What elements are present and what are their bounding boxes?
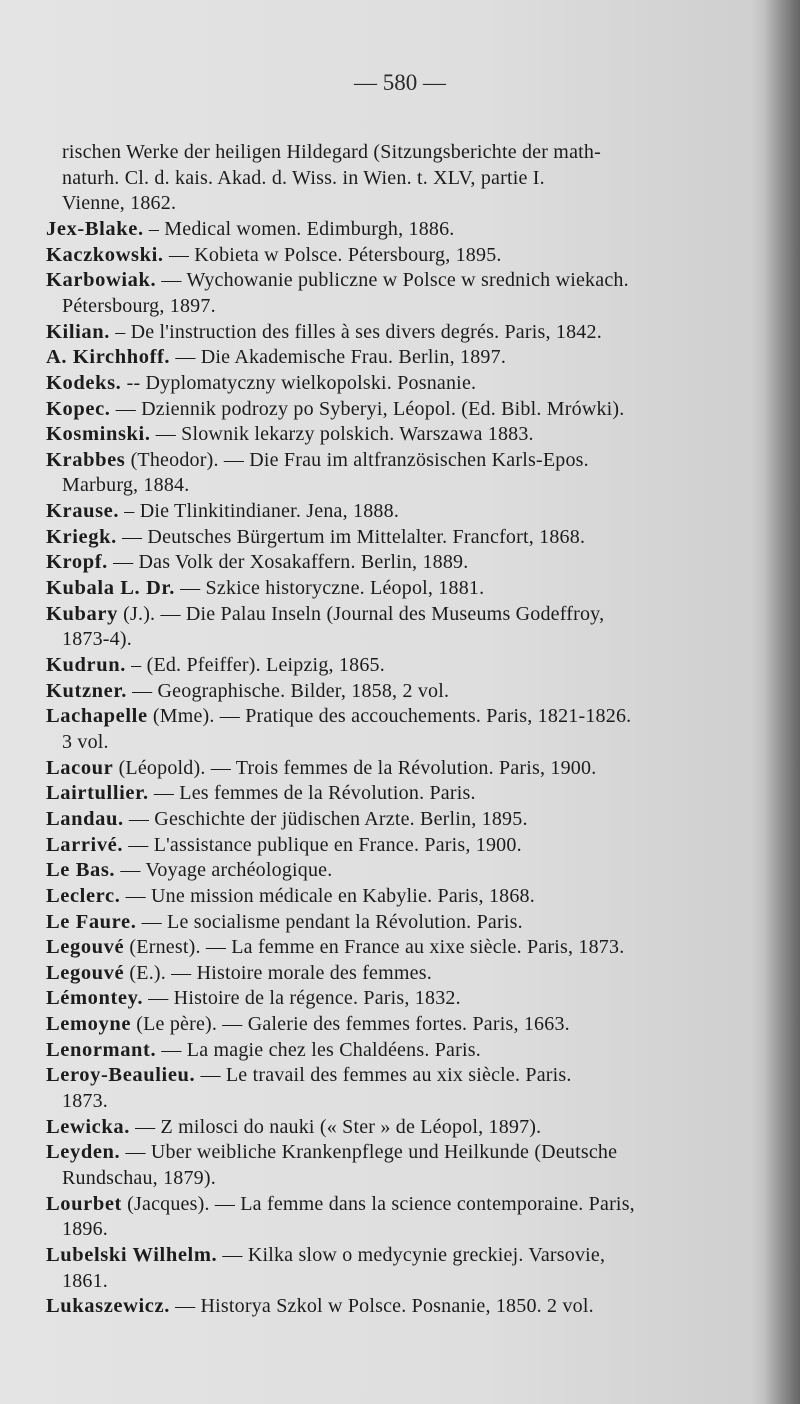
- bibliography-entry: [46, 756, 596, 780]
- bibliography-entry: [46, 1063, 572, 1087]
- bibliography-entry: [46, 576, 484, 600]
- bibliography-entry: [46, 1012, 570, 1036]
- entry-text: 1873-4).: [62, 628, 132, 651]
- entry-text: — Kilka slow o medycynie greckiej. Varsovie,: [217, 1243, 606, 1266]
- entry-author: Kodeks.: [46, 371, 122, 394]
- entry-author: Lewicka.: [46, 1115, 130, 1138]
- entry-author: Le Bas.: [46, 859, 116, 882]
- entry-text: — Das Volk der Xosakaffern. Berlin, 1889.: [107, 551, 469, 574]
- bibliography-entry: [46, 910, 523, 934]
- entry-text: (Theodor). — Die Frau im altfranzösischen Karls-Epos.: [125, 448, 589, 471]
- entry-text: — Wychowanie publiczne w Polsce w srednich wiekach.: [156, 269, 629, 292]
- entry-text: 1861.: [62, 1269, 108, 1292]
- entry-author: Kriegk.: [46, 525, 117, 548]
- entry-text: — Uber weibliche Krankenpflege und Heilkunde (Deutsche: [120, 1141, 618, 1164]
- bibliography-line: [46, 627, 132, 651]
- entry-author: Lacour: [46, 756, 114, 779]
- bibliography-entry: [46, 397, 624, 421]
- bibliography-entry: [46, 858, 332, 882]
- bibliography-entry: [46, 653, 385, 677]
- entry-author: Lachapelle: [46, 705, 148, 728]
- bibliography-entry: [46, 704, 631, 728]
- entry-text: — Les femmes de la Révolution. Paris.: [148, 782, 476, 805]
- entry-author: Karbowiak.: [46, 269, 157, 292]
- entry-author: Krause.: [46, 500, 120, 523]
- entry-author: Krabbes: [46, 448, 126, 471]
- bibliography-entry: [46, 371, 476, 395]
- entry-author: Le Faure.: [46, 910, 137, 933]
- entry-text: Rundschau, 1879).: [62, 1167, 216, 1189]
- entry-text: -- Dyplomatyczny wielkopolski. Posnanie.: [121, 371, 477, 394]
- entry-text: (Le père). — Galerie des femmes fortes. Paris, 1663.: [131, 1013, 570, 1036]
- entry-text: (Mme). — Pratique des accouchements. Paris, 1821-1826.: [147, 705, 632, 728]
- entry-author: Kubary: [46, 602, 118, 625]
- entry-text: — Le travail des femmes au xix siècle. Paris.: [195, 1064, 572, 1087]
- entry-text: — Deutsches Bürgertum im Mittelalter. Francfort, 1868.: [116, 525, 586, 548]
- bibliography-line: [62, 191, 176, 215]
- entry-text: — Geschichte der jüdischen Arzte. Berlin, 1895.: [123, 807, 528, 830]
- bibliography-entry: [46, 525, 585, 549]
- entry-author: Kopec.: [46, 397, 111, 420]
- entry-text: rischen Werke der heiligen Hildegard (Sitzungsberichte der math-: [62, 141, 601, 163]
- entry-text: – De l'instruction des filles à ses divers degrés. Paris, 1842.: [110, 320, 602, 343]
- entry-author: Kosminski.: [46, 423, 151, 446]
- entry-author: Lukaszewicz.: [46, 1295, 170, 1318]
- page-edge-shadow: [764, 0, 800, 1404]
- entry-text: 1896.: [62, 1218, 108, 1241]
- entry-text: 3 vol.: [62, 730, 109, 753]
- bibliography-entry: [46, 884, 535, 908]
- bibliography-entry: [46, 243, 502, 267]
- entry-text: Vienne, 1862.: [62, 192, 177, 215]
- bibliography-entry: [46, 935, 624, 959]
- bibliography-line: [46, 294, 216, 318]
- entry-text: Pétersbourg, 1897.: [62, 294, 216, 317]
- bibliography-entry: [46, 320, 602, 344]
- entry-text: – Die Tlinkitindianer. Jena, 1888.: [119, 500, 400, 523]
- bibliography-entry: [46, 1115, 541, 1139]
- bibliography-line: [46, 730, 109, 754]
- bibliography-entry: [46, 499, 399, 523]
- bibliography-entry: [46, 550, 468, 574]
- entry-text: (J.). — Die Palau Inseln (Journal des Museums Godeffroy,: [117, 602, 605, 625]
- entry-author: Lubelski Wilhelm.: [46, 1243, 218, 1266]
- entry-text: — Geographische. Bilder, 1858, 2 vol.: [126, 679, 450, 702]
- entry-text: 1873.: [62, 1090, 108, 1113]
- entry-author: Legouvé: [46, 936, 125, 959]
- entry-text: — Szkice historyczne. Léopol, 1881.: [174, 577, 485, 600]
- entry-author: Kilian.: [46, 320, 111, 343]
- entry-text: — Z milosci do nauki (« Ster » de Léopol, 1897).: [129, 1115, 542, 1138]
- entry-text: — Dziennik podrozy po Syberyi, Léopol. (Ed. Bibl. Mrówki).: [110, 397, 625, 420]
- entry-text: (Léopold). — Trois femmes de la Révolution. Paris, 1900.: [113, 756, 597, 779]
- entry-text: — Historya Szkol w Polsce. Posnanie, 1850. 2 vol.: [169, 1295, 594, 1318]
- entry-text: — Voyage archéologique.: [115, 859, 333, 882]
- bibliography-entry: [46, 807, 528, 831]
- bibliography-entry: [46, 422, 534, 446]
- entry-author: Leroy-Beaulieu.: [46, 1064, 196, 1087]
- bibliography-line: [62, 140, 601, 164]
- bibliography-entry: [46, 986, 461, 1010]
- entry-author: Kudrun.: [46, 654, 126, 676]
- entry-author: A. Kirchhoff.: [46, 346, 171, 369]
- entry-text: — Die Akademische Frau. Berlin, 1897.: [170, 346, 507, 369]
- bibliography-line: [46, 1217, 108, 1241]
- bibliography-line: [46, 473, 189, 497]
- bibliography-entry: [46, 268, 629, 292]
- bibliography-entry: [46, 1243, 605, 1267]
- entry-author: Landau.: [46, 807, 124, 830]
- entry-author: Leclerc.: [46, 884, 121, 907]
- bibliography-line: [46, 1166, 216, 1190]
- entry-author: Larrivé.: [46, 833, 124, 856]
- entry-author: Kubala L. Dr.: [46, 577, 175, 600]
- bibliography-line: [62, 166, 545, 190]
- entry-author: Lairtullier.: [46, 782, 149, 805]
- bibliography-entry: [46, 345, 506, 369]
- bibliography-entry: [46, 1038, 481, 1062]
- bibliography-entry: [46, 961, 432, 985]
- bibliography-entry: [46, 679, 449, 703]
- entry-text: Marburg, 1884.: [62, 474, 190, 497]
- entry-text: – (Ed. Pfeiffer). Leipzig, 1865.: [125, 654, 385, 676]
- entry-text: — Le socialisme pendant la Révolution. Paris.: [136, 910, 523, 933]
- bibliography-entry: [46, 217, 455, 241]
- entry-text: (Ernest). — La femme en France au xixe siècle. Paris, 1873.: [124, 936, 625, 959]
- bibliography-line: [46, 1269, 108, 1293]
- entry-author: Lémontey.: [46, 987, 144, 1010]
- page-number: — 580 —: [354, 70, 446, 95]
- bibliography-entry: [46, 1294, 594, 1318]
- entry-text: — Slownik lekarzy polskich. Warszawa 1883.: [150, 423, 534, 446]
- entry-author: Lemoyne: [46, 1013, 132, 1036]
- entry-author: Legouvé: [46, 961, 125, 984]
- bibliography-entry: [46, 1192, 635, 1216]
- entry-text: — La magie chez les Chaldéens. Paris.: [156, 1038, 481, 1061]
- bibliography-entry: [46, 781, 476, 805]
- entry-text: — Une mission médicale en Kabylie. Paris, 1868.: [120, 884, 535, 907]
- bibliography-entry: [46, 833, 522, 857]
- bibliography-entry: [46, 448, 589, 472]
- entry-author: Kropf.: [46, 551, 108, 574]
- entry-author: Kutzner.: [46, 679, 127, 702]
- entry-text: naturh. Cl. d. kais. Akad. d. Wiss. in Wien. t. XLV, partie I.: [62, 166, 545, 189]
- bibliography-entry: [46, 1140, 617, 1164]
- entry-author: Lourbet: [46, 1192, 122, 1215]
- entry-text: (E.). — Histoire morale des femmes.: [124, 961, 432, 984]
- entry-author: Kaczkowski.: [46, 243, 164, 266]
- entry-text: (Jacques). — La femme dans la science contemporaine. Paris,: [121, 1192, 635, 1215]
- bibliography-line: [46, 1089, 108, 1113]
- entry-text: — L'assistance publique en France. Paris, 1900.: [123, 833, 522, 856]
- entry-text: – Medical women. Edimburgh, 1886.: [143, 217, 455, 240]
- entry-author: Jex-Blake.: [46, 217, 144, 240]
- entry-text: — Histoire de la régence. Paris, 1832.: [143, 987, 461, 1010]
- entry-author: Lenormant.: [46, 1038, 157, 1061]
- entry-author: Leyden.: [46, 1141, 121, 1164]
- entry-text: — Kobieta w Polsce. Pétersbourg, 1895.: [163, 243, 502, 266]
- bibliography-entry: [46, 602, 604, 626]
